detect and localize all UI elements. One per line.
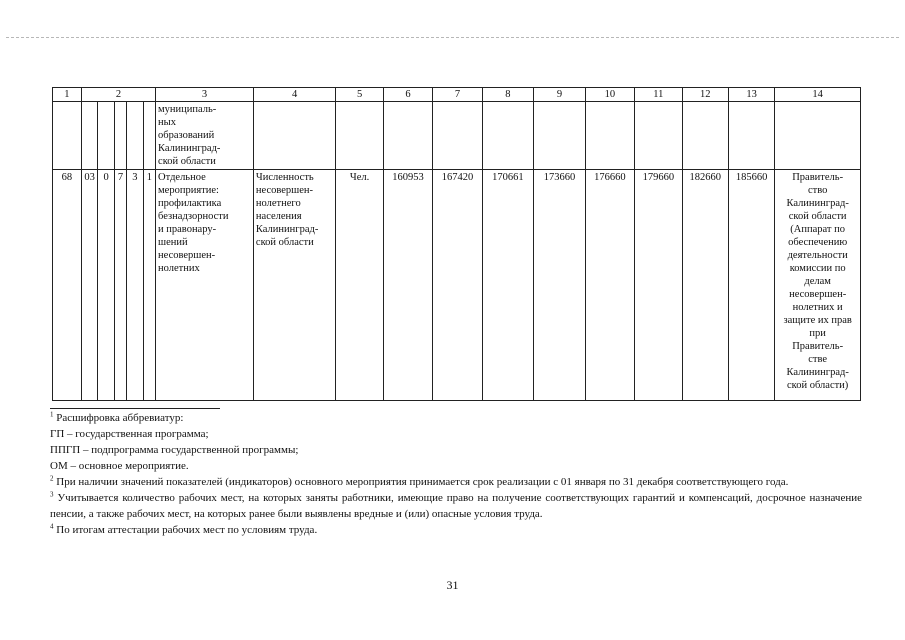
code-cell-4: 3 [127,170,143,401]
table-row-68 [53,170,861,401]
footnote-4-mark: 4 [50,522,54,531]
page-number: 31 [446,578,459,592]
code-cell-3: 7 [114,170,126,401]
header-col-5: 5 [336,88,383,102]
responsible-cell: Правитель- ство Калининград- ской области (Аппарат по обеспечению деятельности комиссии по делам несовершен- нолетних и защите их прав при Правитель- стве Калининград- ской области) [775,170,861,401]
header-col-1: 1 [53,88,82,102]
value-cell-11: 179660 [635,170,682,401]
abbr-ppgp: ППГП – подпрограмма государственной программы; [50,444,299,456]
header-col-4: 4 [253,88,335,102]
event-description-cell: Отдельное мероприятие: профилактика безнадзорности и правонару- шений несовершен- нолетних [156,170,254,401]
code-cell-5: 1 [143,170,155,401]
footnote-1 [50,410,862,426]
footnote-separator [50,408,220,409]
footnote-1-mark: 1 [50,410,54,419]
header-col-12: 12 [682,88,728,102]
value-cell-7: 167420 [433,170,482,401]
unit-cell: Чел. [336,170,383,401]
footnote-2-mark: 2 [50,474,54,483]
footnote-4-text: По итогам аттестации рабочих мест по условиям труда. [56,524,318,536]
footnote-3-mark: 3 [50,490,54,499]
footnote-1-title: Расшифровка аббревиатур: [56,412,184,424]
header-col-13: 13 [728,88,774,102]
footnote-2-text: При наличии значений показателей (индикаторов) основного мероприятия принимается срок реализации с 01 января по 31 декабря соответствующего года. [56,476,789,488]
value-cell-9: 173660 [534,170,586,401]
footnote-3 [50,490,862,522]
header-col-7: 7 [433,88,482,102]
value-cell-13: 185660 [728,170,774,401]
footnote-3-text: Учитывается количество рабочих мест, на которых заняты работники, имеющие право на получение соответствующих гарантий и компенсаций, досрочное назначение пенсии, а также рабочих мест, на которых ранее были выявлены вредные и (или) опасные условия труда. [50,492,862,520]
header-col-9: 9 [534,88,586,102]
indicators-table [52,87,861,401]
header-col-2: 2 [81,88,155,102]
table-row-continuation [53,102,861,170]
value-cell-6: 160953 [383,170,432,401]
header-col-11: 11 [635,88,682,102]
abbr-om: ОМ – основное мероприятие. [50,460,189,472]
code-cell-1: 03 [81,170,97,401]
scan-artifact-line [6,37,899,38]
value-cell-10: 176660 [585,170,634,401]
abbr-gp: ГП – государственная программа; [50,428,209,440]
row-number-cell: 68 [53,170,82,401]
cont-description-cell: муниципаль- ных образований Калининград- ской области [156,102,254,170]
footnote-2 [50,474,862,490]
header-col-14: 14 [775,88,861,102]
code-cell-2: 0 [98,170,114,401]
header-col-6: 6 [383,88,432,102]
indicator-name-cell: Численность несовершен- нолетнего населения Калининград- ской области [253,170,335,401]
value-cell-8: 170661 [482,170,534,401]
value-cell-12: 182660 [682,170,728,401]
header-col-3: 3 [156,88,254,102]
header-col-8: 8 [482,88,534,102]
header-col-10: 10 [585,88,634,102]
footnotes [50,408,862,538]
header-row [53,88,861,102]
footnote-4 [50,522,862,538]
